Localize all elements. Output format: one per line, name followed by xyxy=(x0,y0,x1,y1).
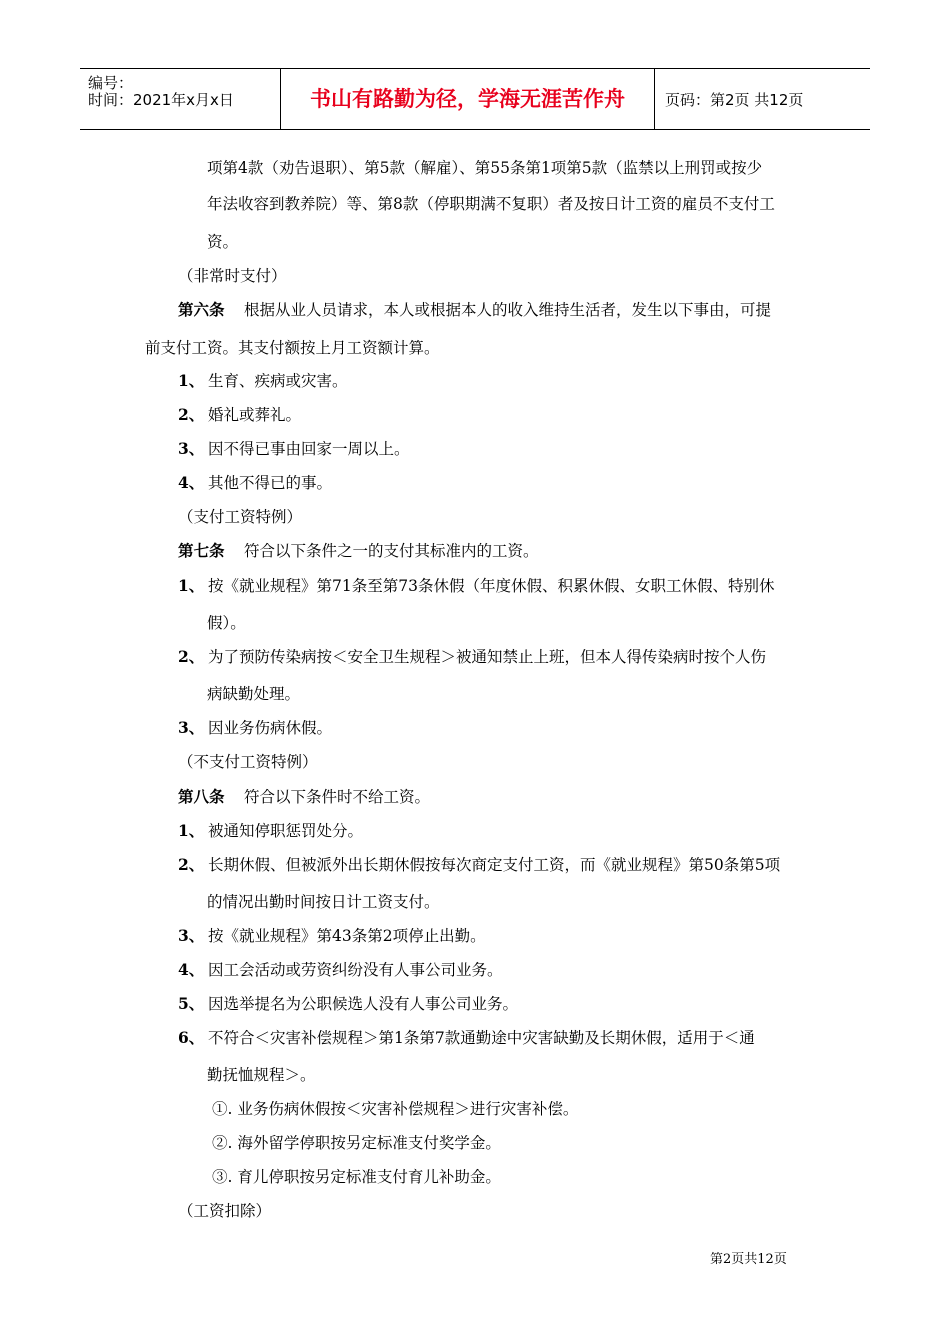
line-text: （工资扣除） xyxy=(178,1202,272,1220)
line-text: 因工会活动或劳资纠纷没有人事公司业务。 xyxy=(208,961,503,979)
list-item xyxy=(178,853,780,875)
body-line xyxy=(207,156,762,178)
line-text: 根据从业人员请求，本人或根据本人的收入维持生活者，发生以下事由，可提 xyxy=(244,301,772,319)
item-number: 2、 xyxy=(178,405,205,424)
line-text: 的情况出勤时间按日计工资支付。 xyxy=(207,893,440,911)
page-footer: 第2页共12页 xyxy=(710,1252,787,1267)
list-item xyxy=(178,924,486,946)
line-text: ②. 海外留学停职按另定标准支付奖学金。 xyxy=(212,1134,501,1152)
article-number: 第六条 xyxy=(178,300,225,319)
article-number: 第七条 xyxy=(178,541,225,560)
list-item xyxy=(178,471,332,493)
article-number: 第八条 xyxy=(178,787,225,806)
line-text: 长期休假、但被派外出长期休假按每次商定支付工资，而《就业规程》第50条第5项 xyxy=(208,856,781,874)
line-text: 被通知停职惩罚处分。 xyxy=(208,822,364,840)
line-text: （支付工资特例） xyxy=(178,508,303,526)
line-text: 符合以下条件时不给工资。 xyxy=(244,788,431,806)
body-line xyxy=(207,890,440,912)
article-line xyxy=(178,539,539,561)
header-motto: 书山有路勤为径，学海无涯苦作舟 xyxy=(310,87,625,111)
line-text: ③. 育儿停职按另定标准支付育儿补助金。 xyxy=(212,1168,501,1186)
header-page-label: 页码：第2页 共12页 xyxy=(665,91,804,109)
list-item xyxy=(178,992,518,1014)
sub-item xyxy=(212,1097,578,1119)
section-heading xyxy=(178,1199,271,1221)
line-text: （不支付工资特例） xyxy=(178,753,318,771)
list-item xyxy=(178,1026,755,1048)
sub-item xyxy=(212,1131,501,1153)
line-text: 生育、疾病或灾害。 xyxy=(208,372,348,390)
line-text: 资。 xyxy=(207,233,239,251)
list-item xyxy=(178,716,332,738)
line-text: 婚礼或葬礼。 xyxy=(208,406,302,424)
page-header xyxy=(80,68,870,130)
item-number: 1、 xyxy=(178,821,205,840)
item-number: 3、 xyxy=(178,926,205,945)
body-line xyxy=(207,1063,316,1085)
line-text: 假）。 xyxy=(207,614,246,632)
line-text: 年法收容到教养院）等、第8款（停职期满不复职）者及按日计工资的雇员不支付工 xyxy=(207,195,775,213)
article-line xyxy=(178,785,430,807)
line-text: 为了预防传染病按＜安全卫生规程＞被通知禁止上班，但本人得传染病时按个人伤 xyxy=(208,648,767,666)
item-number: 2、 xyxy=(178,647,205,666)
item-number: 3、 xyxy=(178,718,205,737)
item-number: 4、 xyxy=(178,473,205,492)
list-item xyxy=(178,645,766,667)
line-text: （非常时支付） xyxy=(178,267,287,285)
sub-item xyxy=(212,1165,501,1187)
list-item xyxy=(178,819,363,841)
item-number: 1、 xyxy=(178,371,205,390)
line-text: 因业务伤病休假。 xyxy=(208,719,333,737)
item-number: 4、 xyxy=(178,960,205,979)
line-text: 因选举提名为公职候选人没有人事公司业务。 xyxy=(208,995,519,1013)
section-heading xyxy=(178,505,302,527)
list-item xyxy=(178,403,301,425)
item-number: 6、 xyxy=(178,1028,205,1047)
body-line xyxy=(145,336,440,358)
article-line xyxy=(178,298,771,320)
body-line xyxy=(207,192,775,214)
line-text: 病缺勤处理。 xyxy=(207,685,301,703)
body-line xyxy=(207,682,300,704)
item-number: 3、 xyxy=(178,439,205,458)
body-line xyxy=(207,230,238,252)
item-number: 5、 xyxy=(178,994,205,1013)
line-text: 按《就业规程》第71条至第73条休假（年度休假、积累休假、女职工休假、特别休 xyxy=(208,577,775,595)
line-text: 符合以下条件之一的支付其标准内的工资。 xyxy=(244,542,539,560)
line-text: 项第4款（劝告退职）、第5款（解雇）、第55条第1项第5款（监禁以上刑罚或按少 xyxy=(207,159,763,177)
line-text: 前支付工资。其支付额按上月工资额计算。 xyxy=(145,339,440,357)
line-text: ①. 业务伤病休假按＜灾害补偿规程＞进行灾害补偿。 xyxy=(212,1100,579,1118)
header-meta-cell xyxy=(80,69,281,129)
list-item xyxy=(178,958,503,980)
item-number: 2、 xyxy=(178,855,205,874)
line-text: 其他不得已的事。 xyxy=(208,474,333,492)
body-line xyxy=(207,611,246,633)
item-number: 1、 xyxy=(178,576,205,595)
list-item xyxy=(178,437,410,459)
list-item xyxy=(178,369,348,391)
header-page-cell xyxy=(655,69,870,129)
line-text: 因不得已事由回家一周以上。 xyxy=(208,440,410,458)
time-label: 时间：2021年x月x日 xyxy=(88,91,234,109)
number-label: 编号： xyxy=(88,74,134,92)
line-text: 勤抚恤规程＞。 xyxy=(207,1066,316,1084)
line-text: 按《就业规程》第43条第2项停止出勤。 xyxy=(208,927,486,945)
section-heading xyxy=(178,264,287,286)
list-item xyxy=(178,574,774,596)
line-text: 不符合＜灾害补偿规程＞第1条第7款通勤途中灾害缺勤及长期休假，适用于＜通 xyxy=(208,1029,755,1047)
section-heading xyxy=(178,750,318,772)
header-motto-cell xyxy=(281,69,655,129)
